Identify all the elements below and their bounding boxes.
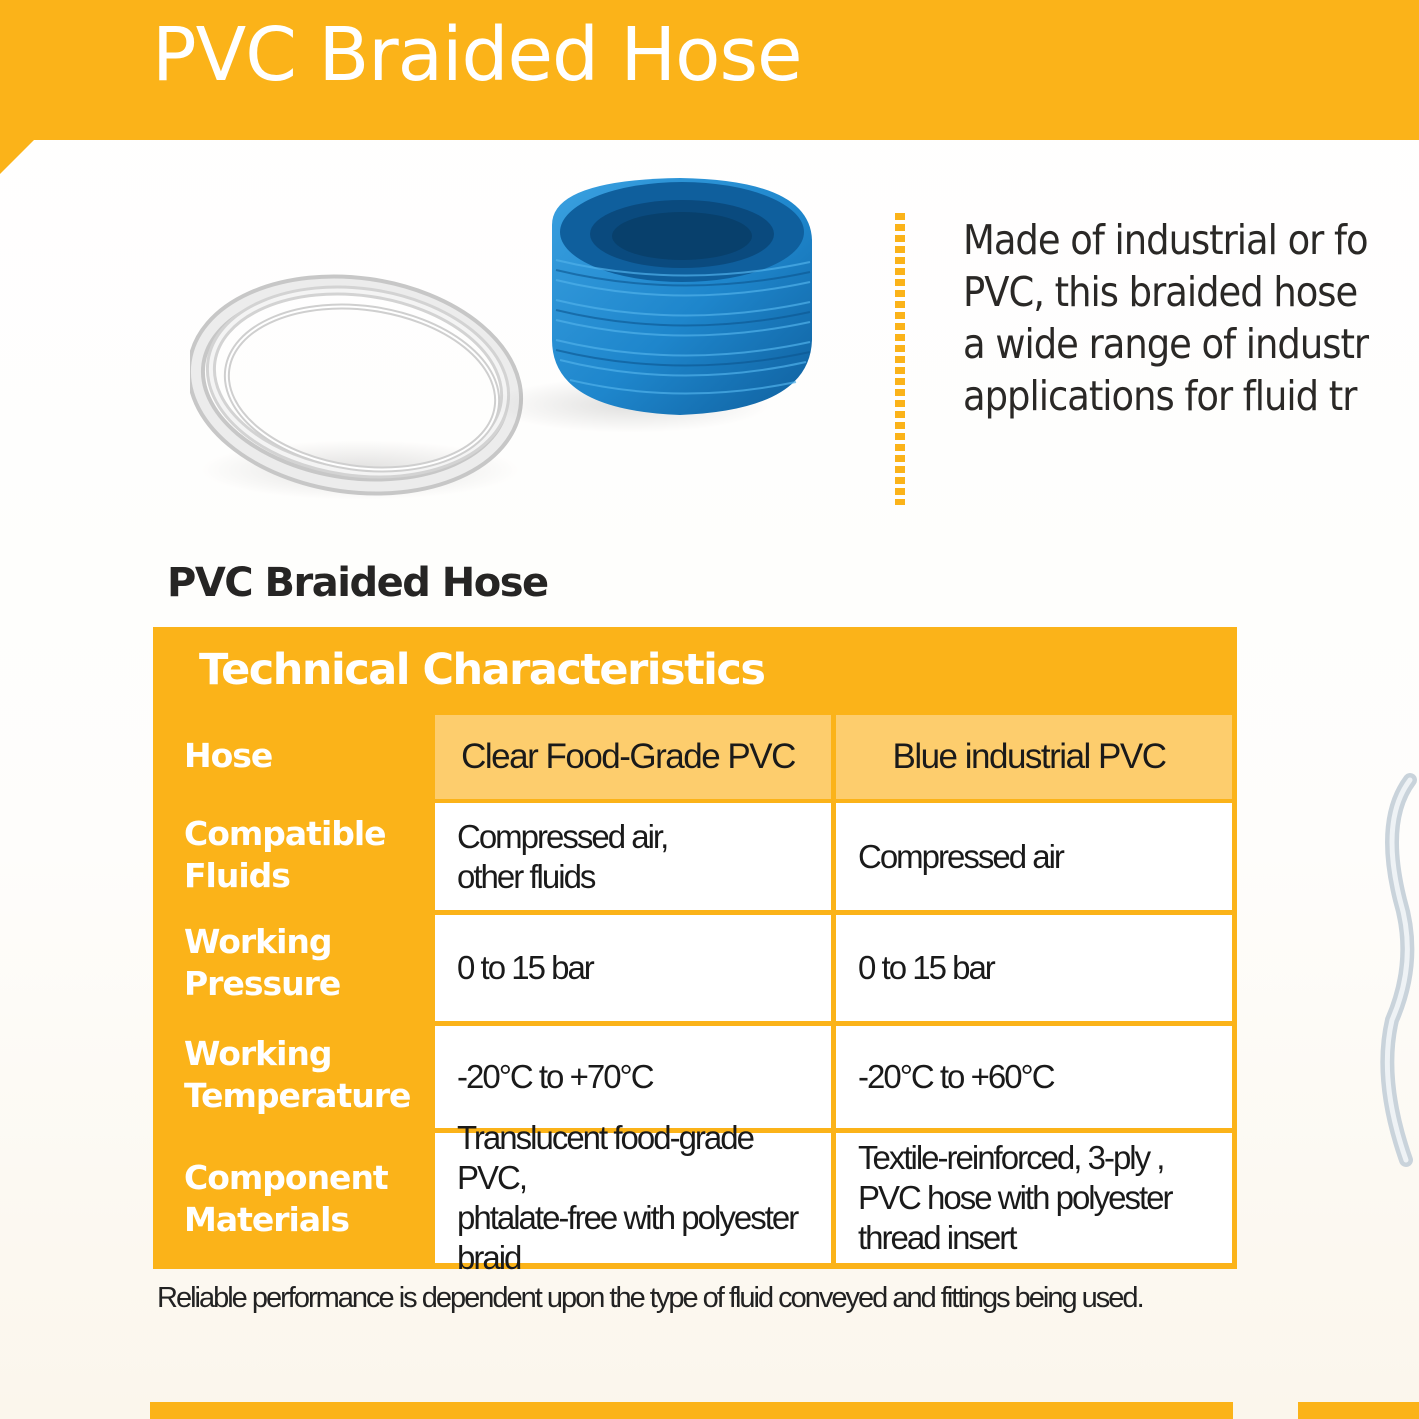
cell-text: Textile-reinforced, 3-ply , <box>858 1139 1164 1176</box>
description-line: applications for fluid tr <box>963 372 1357 420</box>
cell-clear-working-temperature <box>435 1026 831 1128</box>
cell-text: Compressed air <box>858 837 1063 875</box>
description-line: PVC, this braided hose <box>963 268 1358 316</box>
column-header-clear: Clear Food-Grade PVC <box>435 715 831 799</box>
cell-text: braid <box>457 1239 521 1276</box>
row-label-working-pressure: Working Pressure <box>184 922 341 1003</box>
cell-text: Compressed air, <box>457 817 668 855</box>
product-description <box>963 214 1419 422</box>
technical-characteristics-table <box>153 627 1237 1276</box>
cell-text: Translucent food-grade PVC, <box>457 1119 753 1196</box>
row-label-working-temperature: Working Temperature <box>184 1034 411 1115</box>
bottom-accent-bar <box>150 1402 1233 1419</box>
row-label-compatible-fluids: Compatible Fluids <box>184 814 386 895</box>
cell-text: PVC hose with polyester <box>858 1179 1172 1216</box>
cell-clear-compatible-fluids <box>435 803 831 910</box>
description-line: a wide range of industr <box>963 320 1369 368</box>
cell-blue-working-temperature <box>836 1026 1232 1128</box>
row-label-hose: Hose <box>184 736 273 775</box>
cell-text: thread insert <box>858 1219 1016 1256</box>
column-header-blue: Blue industrial PVC <box>836 715 1232 799</box>
hose-coils-image <box>190 170 830 515</box>
cell-text: phtalate-free with polyester <box>457 1199 798 1236</box>
section-title: PVC Braided Hose <box>167 560 548 606</box>
footnote: Reliable performance is dependent upon the type of fluid conveyed and fittings being used. <box>157 1282 1143 1314</box>
description-line: Made of industrial or fo <box>963 216 1368 264</box>
cell-clear-component-materials <box>435 1119 831 1276</box>
cell-text: -20°C to +70°C <box>457 1058 653 1095</box>
banner-notch <box>0 140 34 174</box>
bottom-accent-bar <box>1298 1402 1419 1419</box>
cell-blue-compatible-fluids <box>836 803 1232 910</box>
cell-blue-working-pressure <box>836 915 1232 1021</box>
page-title: PVC Braided Hose <box>152 12 802 98</box>
blue-hose-coil <box>552 178 812 415</box>
cell-text: other fluids <box>457 857 595 895</box>
row-label-component-materials: Component Materials <box>184 1158 388 1239</box>
cell-text: 0 to 15 bar <box>858 949 994 986</box>
dotted-divider <box>895 213 905 505</box>
table-heading: Technical Characteristics <box>199 645 765 695</box>
cell-text: 0 to 15 bar <box>457 949 593 986</box>
cropped-hose-image <box>1370 760 1419 1180</box>
cell-blue-component-materials <box>836 1133 1232 1263</box>
cell-clear-working-pressure <box>435 915 831 1021</box>
cell-text: -20°C to +60°C <box>858 1058 1054 1095</box>
